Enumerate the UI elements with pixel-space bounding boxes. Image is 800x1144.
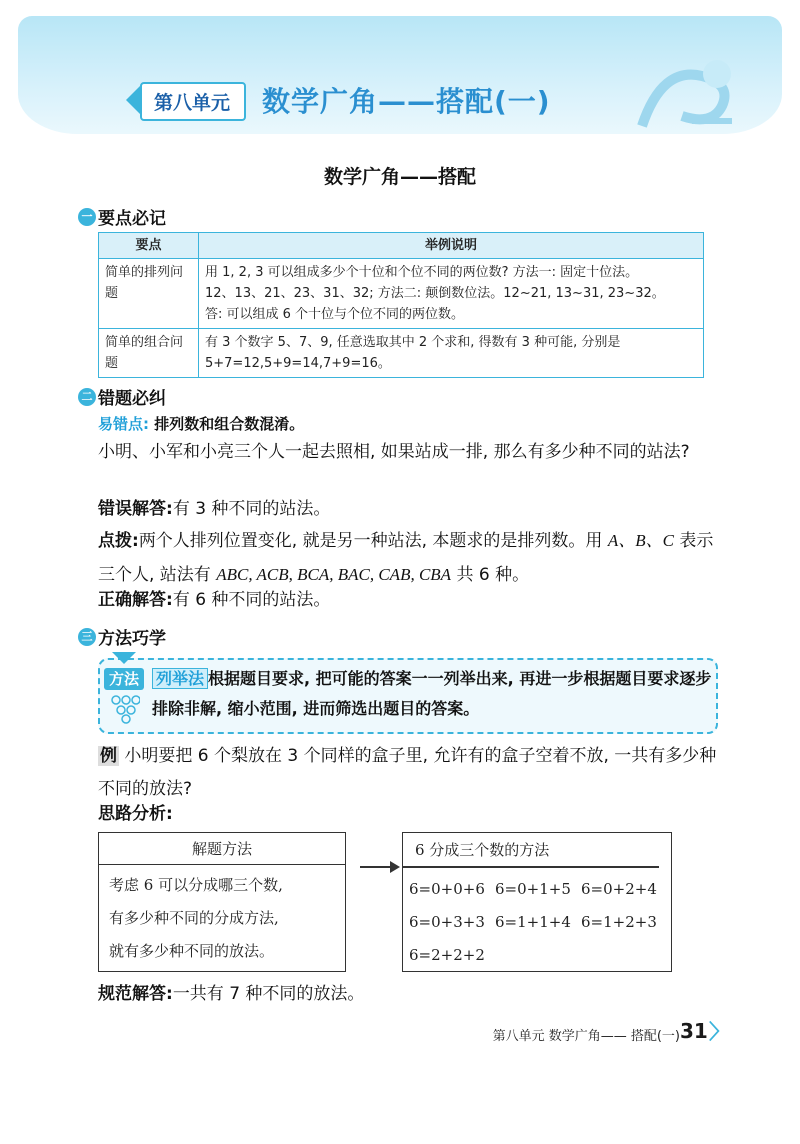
hint-text: 共 6 种。 xyxy=(456,565,530,585)
example-badge: 例 xyxy=(100,746,117,766)
method-badge: 方法 xyxy=(104,668,144,690)
section-title: 错题必纠 xyxy=(98,389,166,409)
section-number: 一 xyxy=(78,208,96,226)
split-item: 6=1+1+4 xyxy=(495,913,571,931)
table-row xyxy=(99,259,704,329)
hint-text: 表示三个人, 站法有 xyxy=(98,531,714,585)
method-description: 根据题目要求, 把可能的答案一一列举出来, 再进一步根据题目要求逐步排除非解, 缩小范围, 进而筛选出题目的答案。 xyxy=(152,669,712,718)
answer-text: 一共有 7 种不同的放法。 xyxy=(172,984,365,1004)
table-cell: 简单的组合问题 xyxy=(99,329,199,378)
split-item: 6=0+2+4 xyxy=(581,880,657,898)
correct-answer-label: 正确解答: xyxy=(98,590,173,610)
table-header-row xyxy=(99,233,704,259)
table-row xyxy=(99,329,704,378)
split-row xyxy=(409,906,671,939)
wrong-answer xyxy=(98,493,722,526)
unit-label: 第八单元 xyxy=(140,82,246,121)
standard-answer xyxy=(98,978,722,1011)
table-line: 5+7=12,5+9=14,7+9=16。 xyxy=(205,356,391,371)
method-pointer-icon xyxy=(112,652,136,664)
footer-text: 第八单元 数学广角—— 搭配(一) xyxy=(492,1029,680,1044)
section-number: 二 xyxy=(78,388,96,406)
hint-list: ABC, ACB, BCA, BAC, CAB, CBA xyxy=(216,565,452,584)
easy-mistake-text: 排列数和组合数混淆。 xyxy=(154,415,305,433)
table-cell: 简单的排列问题 xyxy=(99,259,199,329)
table-line: 有 3 个数字 5、7、9, 任意选取其中 2 个求和, 得数有 3 种可能, 分别是 xyxy=(205,335,621,350)
key-points-table xyxy=(98,232,704,378)
section-title: 方法巧学 xyxy=(98,629,166,649)
easy-mistake-note xyxy=(98,413,304,434)
correct-answer-text: 有 6 种不同的站法。 xyxy=(172,590,331,610)
table-cell xyxy=(199,259,704,329)
easy-mistake-label: 易错点: xyxy=(98,415,149,433)
table-line: 12、13、21、23、31、32; 方法二: 颠倒数位法。12~21, 13~31, 23~32。 xyxy=(205,286,665,301)
split-row xyxy=(409,873,671,906)
wrong-answer-text: 有 3 种不同的站法。 xyxy=(172,499,331,519)
example-question xyxy=(98,740,722,806)
method-diagram-box xyxy=(98,832,346,972)
split-item: 6=1+2+3 xyxy=(581,913,657,931)
section-title: 要点必记 xyxy=(98,209,166,229)
box-line: 有多少种不同的分成方法, xyxy=(109,909,279,927)
section-number: 三 xyxy=(78,628,96,646)
hint-label: 点拨: xyxy=(98,531,139,551)
split-diagram-box xyxy=(402,832,672,972)
chevron-right-icon xyxy=(708,1018,720,1044)
mistake-question: 小明、小军和小亮三个人一起去照相, 如果站成一排, 那么有多少种不同的站法? xyxy=(98,442,690,462)
box-line: 考虑 6 可以分成哪三个数, xyxy=(109,876,283,894)
page-title: 数学广角——搭配 xyxy=(323,166,476,188)
split-row xyxy=(409,939,671,972)
section-heading-3 xyxy=(78,624,166,649)
table-line: 答: 可以组成 6 个十位与个位不同的两位数。 xyxy=(205,307,465,322)
page-number-value: 31 xyxy=(680,1019,708,1043)
table-header: 要点 xyxy=(99,233,199,259)
box-body xyxy=(409,873,671,972)
answer-label: 规范解答: xyxy=(98,984,173,1004)
section-heading-1 xyxy=(78,204,166,229)
table-line: 用 1, 2, 3 可以组成多少个十位和个位不同的两位数? 方法一: 固定十位法。 xyxy=(205,265,639,280)
hint xyxy=(98,524,722,592)
box-heading: 解题方法 xyxy=(99,833,345,865)
split-item: 6=0+0+6 xyxy=(409,880,485,898)
analysis-label: 思路分析: xyxy=(98,804,173,824)
method-text xyxy=(152,664,712,724)
box-heading: 6 分成三个数的方法 xyxy=(415,841,550,859)
arrow-right-icon xyxy=(360,866,398,868)
table-header: 举例说明 xyxy=(199,233,704,259)
chapter-title: 数学广角——搭配(一) xyxy=(262,85,551,118)
box-body xyxy=(99,865,345,972)
correct-answer xyxy=(98,584,722,617)
split-item: 6=0+3+3 xyxy=(409,913,485,931)
divider xyxy=(403,866,659,868)
table-cell xyxy=(199,329,704,378)
split-item: 6=0+1+5 xyxy=(495,880,571,898)
wrong-answer-label: 错误解答: xyxy=(98,499,173,519)
hint-variables: A、B、C xyxy=(607,531,674,550)
dots-icon xyxy=(110,694,140,724)
example-text: 小明要把 6 个梨放在 3 个同样的盒子里, 允许有的盒子空着不放, 一共有多少种不同的放法? xyxy=(98,746,717,799)
hint-text: 两个人排列位置变化, 就是另一种站法, 本题求的是排列数。用 xyxy=(138,531,603,551)
page-number xyxy=(680,1016,720,1046)
section-heading-2 xyxy=(78,384,166,409)
method-key: 列举法 xyxy=(152,668,208,689)
box-line: 就有多少种不同的放法。 xyxy=(109,942,275,960)
split-item: 6=2+2+2 xyxy=(409,946,485,964)
decoration-icon xyxy=(622,46,752,134)
